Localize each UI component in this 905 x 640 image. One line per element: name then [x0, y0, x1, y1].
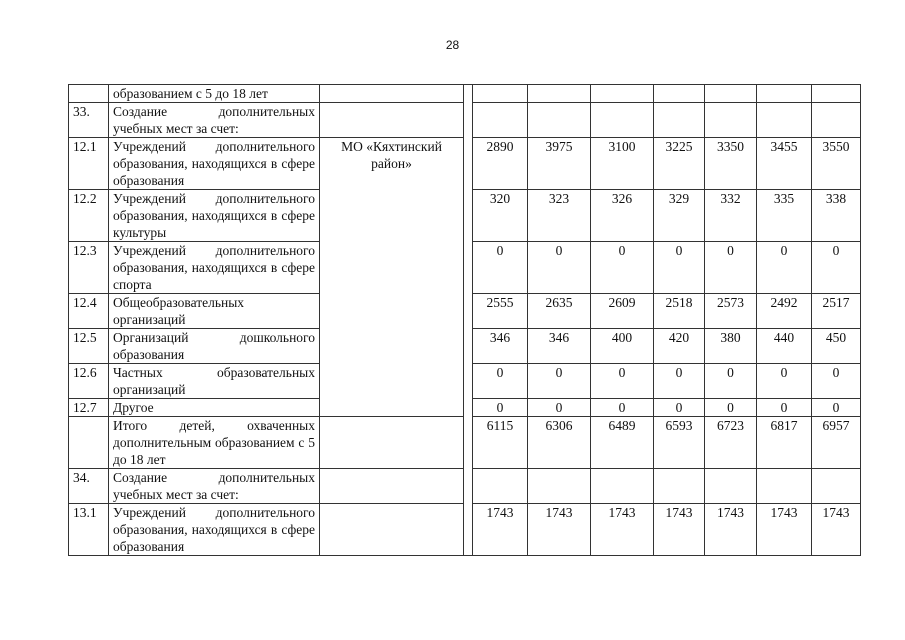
- value-cell: 3100: [591, 138, 654, 190]
- value-cell: [473, 85, 528, 103]
- value-cell: 2517: [812, 294, 861, 329]
- value-cell: [591, 85, 654, 103]
- value-cell: 1743: [528, 504, 591, 556]
- org-cell-empty: [320, 469, 464, 504]
- value-cell: [528, 103, 591, 138]
- row-number: 12.3: [69, 242, 109, 294]
- value-cell: 6957: [812, 417, 861, 469]
- value-cell: 0: [705, 364, 757, 399]
- value-cell: 6593: [654, 417, 705, 469]
- row-number: [69, 85, 109, 103]
- value-cell: 338: [812, 190, 861, 242]
- value-cell: 0: [757, 399, 812, 417]
- value-cell: 6489: [591, 417, 654, 469]
- value-cell: 1743: [812, 504, 861, 556]
- value-cell: 320: [473, 190, 528, 242]
- value-cell: 2609: [591, 294, 654, 329]
- row-number: 12.4: [69, 294, 109, 329]
- value-cell: [757, 103, 812, 138]
- org-cell-empty: [320, 417, 464, 469]
- value-cell: 400: [591, 329, 654, 364]
- value-cell: 2573: [705, 294, 757, 329]
- row-number: 12.1: [69, 138, 109, 190]
- value-cell: [705, 469, 757, 504]
- value-cell: [812, 103, 861, 138]
- value-cell: 0: [654, 242, 705, 294]
- value-cell: 0: [812, 399, 861, 417]
- value-cell: [591, 469, 654, 504]
- value-cell: 3975: [528, 138, 591, 190]
- value-cell: 2518: [654, 294, 705, 329]
- value-cell: 3225: [654, 138, 705, 190]
- value-cell: [654, 85, 705, 103]
- value-cell: 0: [812, 364, 861, 399]
- value-cell: 1743: [757, 504, 812, 556]
- row-number: 12.7: [69, 399, 109, 417]
- row-name: Другое: [109, 399, 320, 417]
- value-cell: 0: [705, 399, 757, 417]
- row-name: Организаций дошкольного образования: [109, 329, 320, 364]
- value-cell: 0: [654, 364, 705, 399]
- value-cell: 2492: [757, 294, 812, 329]
- value-cell: [705, 85, 757, 103]
- value-cell: 0: [757, 364, 812, 399]
- row-number: 12.5: [69, 329, 109, 364]
- org-cell-empty: [320, 103, 464, 138]
- value-cell: 0: [757, 242, 812, 294]
- value-cell: 3350: [705, 138, 757, 190]
- value-cell: 0: [528, 242, 591, 294]
- value-cell: 0: [473, 364, 528, 399]
- value-cell: 1743: [473, 504, 528, 556]
- value-cell: 0: [812, 242, 861, 294]
- value-cell: 0: [705, 242, 757, 294]
- value-cell: 2555: [473, 294, 528, 329]
- value-cell: 323: [528, 190, 591, 242]
- value-cell: [757, 85, 812, 103]
- row-name: Учреждений дополнительного образования, находящихся в сфере культуры: [109, 190, 320, 242]
- value-cell: 0: [591, 242, 654, 294]
- value-cell: 0: [654, 399, 705, 417]
- value-cell: [757, 469, 812, 504]
- value-cell: 0: [528, 399, 591, 417]
- row-number: 12.2: [69, 190, 109, 242]
- value-cell: [591, 103, 654, 138]
- value-cell: 0: [473, 399, 528, 417]
- indicators-table: [68, 84, 861, 556]
- value-cell: [473, 103, 528, 138]
- org-cell-empty: [320, 504, 464, 556]
- row-number: 13.1: [69, 504, 109, 556]
- value-cell: 6723: [705, 417, 757, 469]
- page-number: 28: [445, 38, 460, 52]
- value-cell: 450: [812, 329, 861, 364]
- value-cell: 380: [705, 329, 757, 364]
- value-cell: [473, 469, 528, 504]
- value-cell: [528, 469, 591, 504]
- row-name: Итого детей, охваченных дополнительным образованием с 5 до 18 лет: [109, 417, 320, 469]
- row-number: 12.6: [69, 364, 109, 399]
- value-cell: [812, 85, 861, 103]
- value-cell: 335: [757, 190, 812, 242]
- value-cell: 0: [591, 364, 654, 399]
- row-name: образованием с 5 до 18 лет: [109, 85, 320, 103]
- row-name: Учреждений дополнительного образования, находящихся в сфере образования: [109, 138, 320, 190]
- row-number: 34.: [69, 469, 109, 504]
- value-cell: [705, 103, 757, 138]
- value-cell: 346: [473, 329, 528, 364]
- org-cell-empty: [320, 85, 464, 103]
- row-number: [69, 417, 109, 469]
- value-cell: 346: [528, 329, 591, 364]
- value-cell: 1743: [705, 504, 757, 556]
- value-cell: 2635: [528, 294, 591, 329]
- row-name: Учреждений дополнительного образования, находящихся в сфере образования: [109, 504, 320, 556]
- value-cell: 1743: [654, 504, 705, 556]
- row-name: Общеобразовательных организаций: [109, 294, 320, 329]
- value-cell: [528, 85, 591, 103]
- value-cell: 6115: [473, 417, 528, 469]
- table-row: [69, 85, 861, 103]
- row-name: Учреждений дополнительного образования, находящихся в сфере спорта: [109, 242, 320, 294]
- row-name: Создание дополнительных учебных мест за счет:: [109, 103, 320, 138]
- value-cell: 329: [654, 190, 705, 242]
- value-cell: 3550: [812, 138, 861, 190]
- value-cell: 1743: [591, 504, 654, 556]
- value-cell: 0: [528, 364, 591, 399]
- row-number: 33.: [69, 103, 109, 138]
- value-cell: [812, 469, 861, 504]
- value-cell: 0: [473, 242, 528, 294]
- row-name: Частных образовательных организаций: [109, 364, 320, 399]
- value-cell: 6306: [528, 417, 591, 469]
- value-cell: 326: [591, 190, 654, 242]
- column-gap: [464, 85, 473, 556]
- value-cell: 420: [654, 329, 705, 364]
- org-name: МО «Кяхтинский район»: [320, 138, 464, 417]
- value-cell: 440: [757, 329, 812, 364]
- value-cell: [654, 103, 705, 138]
- value-cell: [654, 469, 705, 504]
- value-cell: 2890: [473, 138, 528, 190]
- value-cell: 332: [705, 190, 757, 242]
- row-name: Создание дополнительных учебных мест за счет:: [109, 469, 320, 504]
- value-cell: 6817: [757, 417, 812, 469]
- value-cell: 0: [591, 399, 654, 417]
- value-cell: 3455: [757, 138, 812, 190]
